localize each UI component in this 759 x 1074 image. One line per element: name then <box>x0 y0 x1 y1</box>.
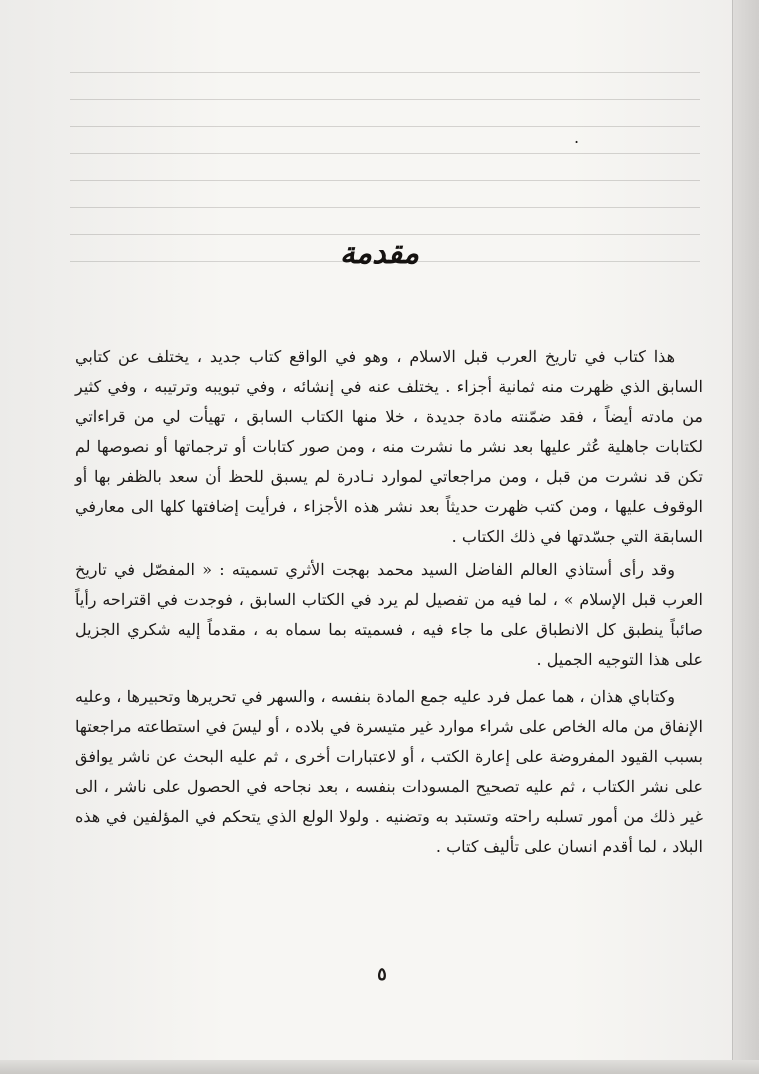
page-number: ٥ <box>377 964 387 985</box>
bleed-through-line <box>70 126 700 127</box>
page-edge-right <box>732 0 759 1074</box>
header-mark: . <box>574 128 580 147</box>
body-text <box>75 342 703 862</box>
bleed-through-line <box>70 99 700 100</box>
bleed-through-line <box>70 207 700 208</box>
paragraph-effort: وكتاباي هذان ، هما عمل فرد عليه جمع المادة بنفسه ، والسهر في تحريرها وتحبيرها ، وعليه الإنفاق من ماله الخاص على شراء موارد غير متيسرة في بلاده ، أو ليسَ في استطاعته مراجعتها بسبب القيود المفروضة على إعارة الكتب ، أو لاعتبارات أخرى ، ثم عليه البحث عن ناشر يوافق على نشر الكتاب ، ثم عليه تصحيح المسودات بنفسه ، بعد نجاحه في الحصول على ناشر ، الى غير ذلك من أمور تسلبه راحته وتستبد به وتضنيه . ولولا الولع الذي يتحكم في المؤلفين في هذه البلاد ، لما أقدم انسان على تأليف كتاب . <box>75 687 703 856</box>
bleed-through-line <box>70 153 700 154</box>
bleed-through-line <box>70 180 700 181</box>
paragraph-naming: وقد رأى أستاذي العالم الفاضل السيد محمد بهجت الأثري تسميته : « المفصّل في تاريخ العرب قبل الإسلام » ، لما فيه من تفصيل لم يرد في الكتاب السابق ، فوجدت في اقتراحه رأياً صائباً ينطبق كل الانطباق على ما جاء فيه ، فسميته بما سماه به ، مقدماً إليه شكري الجزيل على هذا التوجيه الجميل . <box>75 560 703 669</box>
bleed-through-line <box>70 234 700 235</box>
bleed-through-text <box>70 72 700 342</box>
page-edge-bottom <box>0 1060 759 1074</box>
bleed-through-line <box>70 72 700 73</box>
page-title: مقدمة <box>339 236 420 271</box>
paragraph-intro: هذا كتاب في تاريخ العرب قبل الاسلام ، وهو في الواقع كتاب جديد ، يختلف عن كتابي السابق الذي ظهرت منه ثمانية أجزاء . يختلف عنه في إنشائه ، وفي تبويبه وترتيبه ، وفي كثير من مادته أيضاً ، فقد ضمّنته مادة جديدة ، خلا منها الكتاب السابق ، تهيأت لي من قراءاتي لكتابات جاهلية عُثر عليها بعد نشر ما نشرت منه ، ومن صور كتابات أو ترجماتها أو نصوصها لم تكن قد نشرت من قبل ، ومن مراجعاتي لموارد نـادرة لم يسبق للحظ أن سعد بالظفر بها أو الوقوف عليها ، ومن كتب ظهرت حديثاً بعد نشر هذه الأجزاء ، فرأيت إضافتها كلها الى معارفي السابقة التي جسّدتها في ذلك الكتاب . <box>75 347 703 546</box>
